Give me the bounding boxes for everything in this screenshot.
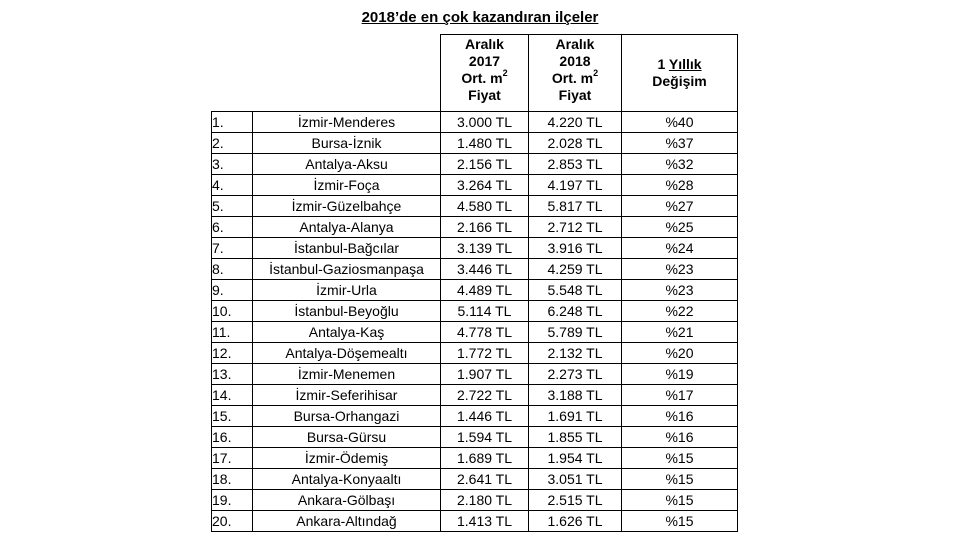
price-2018-cell: 2.273 TL: [529, 364, 622, 385]
rank-cell: 5.: [212, 196, 253, 217]
price-2017-cell: 5.114 TL: [441, 301, 529, 322]
rank-cell: 20.: [212, 511, 253, 532]
price-2018-cell: 4.197 TL: [529, 175, 622, 196]
rank-cell: 1.: [212, 112, 253, 133]
table-row: [212, 175, 738, 196]
price-2018-cell: 1.954 TL: [529, 448, 622, 469]
district-cell: İzmir-Menderes: [253, 112, 441, 133]
rank-cell: 12.: [212, 343, 253, 364]
price-2018-cell: 3.916 TL: [529, 238, 622, 259]
price-2018-cell: 2.132 TL: [529, 343, 622, 364]
price-2017-cell: 1.480 TL: [441, 133, 529, 154]
price-2017-cell: 4.580 TL: [441, 196, 529, 217]
district-cell: İzmir-Menemen: [253, 364, 441, 385]
page-title: 2018’de en çok kazandıran ilçeler: [361, 9, 599, 26]
price-2017-cell: 4.778 TL: [441, 322, 529, 343]
table-row: [212, 406, 738, 427]
table-row: [212, 112, 738, 133]
district-cell: Antalya-Alanya: [253, 217, 441, 238]
rank-cell: 2.: [212, 133, 253, 154]
price-2017-cell: 3.139 TL: [441, 238, 529, 259]
price-2018-cell: 4.259 TL: [529, 259, 622, 280]
table-row: [212, 259, 738, 280]
district-cell: Bursa-Gürsu: [253, 427, 441, 448]
district-cell: Antalya-Aksu: [253, 154, 441, 175]
header-change-line2: Değişim: [652, 73, 707, 89]
header-blank-district: [253, 35, 441, 112]
header-price-2017: [441, 35, 529, 112]
rank-cell: 4.: [212, 175, 253, 196]
price-2017-cell: 1.907 TL: [441, 364, 529, 385]
header-2018-line4: Fiyat: [558, 87, 592, 103]
change-cell: %17: [622, 385, 738, 406]
price-2018-cell: 2.712 TL: [529, 217, 622, 238]
header-change: [622, 35, 738, 112]
rank-cell: 9.: [212, 280, 253, 301]
district-cell: Antalya-Döşemealtı: [253, 343, 441, 364]
rank-cell: 13.: [212, 364, 253, 385]
price-2017-cell: 1.446 TL: [441, 406, 529, 427]
price-2018-cell: 2.028 TL: [529, 133, 622, 154]
price-2017-cell: 2.641 TL: [441, 469, 529, 490]
table-row: [212, 448, 738, 469]
header-2018-line3: Ort. m: [551, 70, 594, 86]
table-row: [212, 217, 738, 238]
header-2018-line2: 2018: [559, 53, 591, 69]
price-2018-cell: 1.855 TL: [529, 427, 622, 448]
district-cell: İzmir-Ödemiş: [253, 448, 441, 469]
header-2017-line2: 2017: [468, 53, 501, 69]
change-cell: %32: [622, 154, 738, 175]
district-cell: İstanbul-Beyoğlu: [253, 301, 441, 322]
change-cell: %15: [622, 448, 738, 469]
header-blank-rank: [212, 35, 253, 112]
rank-cell: 15.: [212, 406, 253, 427]
price-2017-cell: 1.689 TL: [441, 448, 529, 469]
price-2017-cell: 2.180 TL: [441, 490, 529, 511]
rank-cell: 17.: [212, 448, 253, 469]
districts-table: [211, 34, 738, 532]
table-row: [212, 490, 738, 511]
header-change-part2: Yıllık: [668, 56, 702, 72]
change-cell: %37: [622, 133, 738, 154]
change-cell: %15: [622, 511, 738, 532]
header-2017-line3: Ort. m: [461, 70, 503, 86]
header-2018-sup: 2: [593, 68, 599, 79]
district-cell: İzmir-Seferihisar: [253, 385, 441, 406]
table-row: [212, 364, 738, 385]
price-2018-cell: 1.626 TL: [529, 511, 622, 532]
rank-cell: 6.: [212, 217, 253, 238]
table-row: [212, 280, 738, 301]
change-cell: %21: [622, 322, 738, 343]
header-2017-line1: Aralık: [465, 36, 504, 52]
change-cell: %20: [622, 343, 738, 364]
price-2017-cell: 4.489 TL: [441, 280, 529, 301]
table-row: [212, 385, 738, 406]
change-cell: %25: [622, 217, 738, 238]
price-2018-cell: 1.691 TL: [529, 406, 622, 427]
change-cell: %40: [622, 112, 738, 133]
rank-cell: 7.: [212, 238, 253, 259]
price-2018-cell: 2.853 TL: [529, 154, 622, 175]
price-2018-cell: 5.548 TL: [529, 280, 622, 301]
district-cell: İstanbul-Gaziosmanpaşa: [253, 259, 441, 280]
district-cell: İzmir-Foça: [253, 175, 441, 196]
price-2017-cell: 1.594 TL: [441, 427, 529, 448]
change-cell: %19: [622, 364, 738, 385]
change-cell: %15: [622, 490, 738, 511]
header-change-part1: 1: [657, 56, 669, 72]
price-2017-cell: 2.722 TL: [441, 385, 529, 406]
rank-cell: 10.: [212, 301, 253, 322]
table-row: [212, 301, 738, 322]
header-price-2018: [529, 35, 622, 112]
price-2018-cell: 5.817 TL: [529, 196, 622, 217]
header-row: [212, 35, 738, 112]
rank-cell: 18.: [212, 469, 253, 490]
price-2018-cell: 6.248 TL: [529, 301, 622, 322]
price-2017-cell: 2.166 TL: [441, 217, 529, 238]
change-cell: %23: [622, 259, 738, 280]
header-2017-sup: 2: [502, 68, 508, 79]
district-cell: Antalya-Konyaaltı: [253, 469, 441, 490]
district-cell: İzmir-Güzelbahçe: [253, 196, 441, 217]
table-row: [212, 469, 738, 490]
rank-cell: 14.: [212, 385, 253, 406]
district-cell: Ankara-Gölbaşı: [253, 490, 441, 511]
price-2018-cell: 3.051 TL: [529, 469, 622, 490]
rank-cell: 16.: [212, 427, 253, 448]
price-2018-cell: 4.220 TL: [529, 112, 622, 133]
table-row: [212, 322, 738, 343]
table-row: [212, 133, 738, 154]
price-2017-cell: 3.264 TL: [441, 175, 529, 196]
price-2018-cell: 3.188 TL: [529, 385, 622, 406]
price-2018-cell: 2.515 TL: [529, 490, 622, 511]
price-2017-cell: 1.413 TL: [441, 511, 529, 532]
district-cell: Bursa-İznik: [253, 133, 441, 154]
table-row: [212, 427, 738, 448]
change-cell: %23: [622, 280, 738, 301]
price-2017-cell: 2.156 TL: [441, 154, 529, 175]
district-cell: İstanbul-Bağcılar: [253, 238, 441, 259]
district-cell: Ankara-Altındağ: [253, 511, 441, 532]
district-cell: Antalya-Kaş: [253, 322, 441, 343]
change-cell: %24: [622, 238, 738, 259]
table-row: [212, 238, 738, 259]
table-row: [212, 343, 738, 364]
table-row: [212, 196, 738, 217]
rank-cell: 19.: [212, 490, 253, 511]
price-2017-cell: 3.446 TL: [441, 259, 529, 280]
rank-cell: 11.: [212, 322, 253, 343]
change-cell: %27: [622, 196, 738, 217]
header-2018-line1: Aralık: [555, 36, 595, 52]
rank-cell: 3.: [212, 154, 253, 175]
change-cell: %15: [622, 469, 738, 490]
district-cell: Bursa-Orhangazi: [253, 406, 441, 427]
table-row: [212, 154, 738, 175]
district-cell: İzmir-Urla: [253, 280, 441, 301]
header-2017-line4: Fiyat: [468, 87, 501, 103]
price-2018-cell: 5.789 TL: [529, 322, 622, 343]
change-cell: %22: [622, 301, 738, 322]
price-2017-cell: 3.000 TL: [441, 112, 529, 133]
table-row: [212, 511, 738, 532]
change-cell: %16: [622, 406, 738, 427]
price-2017-cell: 1.772 TL: [441, 343, 529, 364]
change-cell: %16: [622, 427, 738, 448]
rank-cell: 8.: [212, 259, 253, 280]
change-cell: %28: [622, 175, 738, 196]
